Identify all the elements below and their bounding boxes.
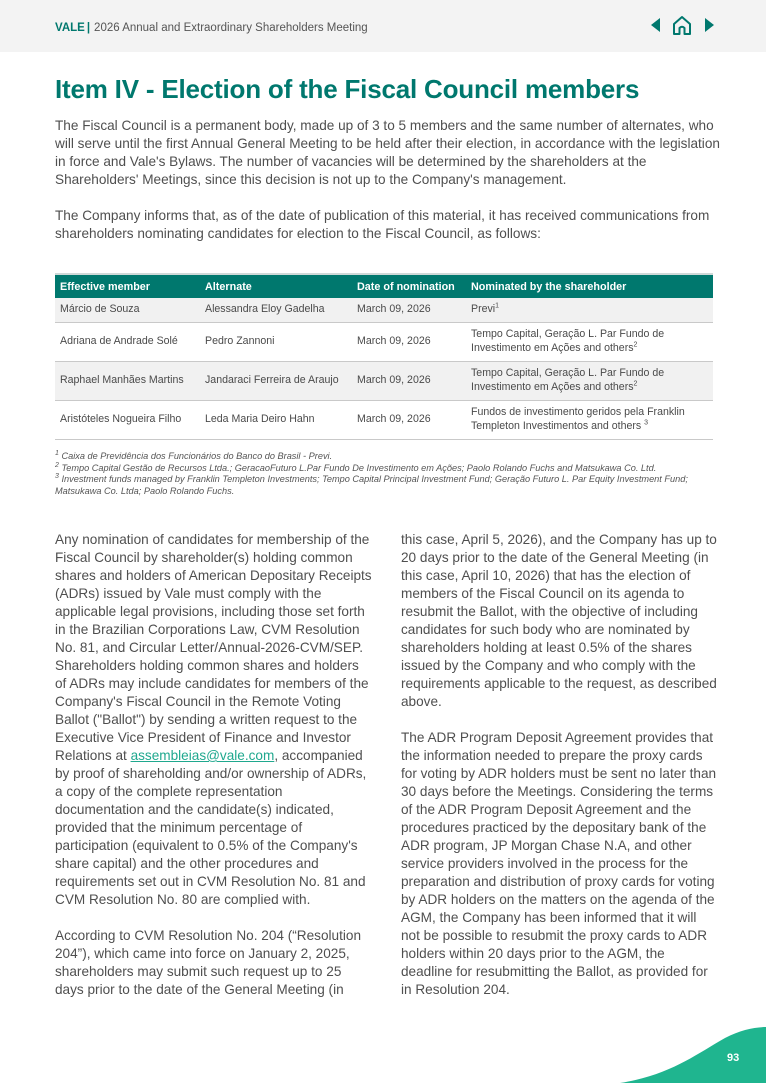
cell-effective-member: Aristóteles Nogueira Filho [55,400,200,439]
next-page-button[interactable] [702,14,716,36]
footnote-ref: 2 [633,340,638,348]
nominations-table [55,273,713,440]
table-row [55,322,713,361]
top-bar [0,0,766,52]
table-row [55,361,713,400]
body-column-right [401,531,719,1017]
brand-name: VALE [55,22,85,34]
document-title: 2026 Annual and Extraordinary Shareholders Meeting [94,22,368,34]
cell-date: March 09, 2026 [352,322,466,361]
footnote-3: $^3$ Investment funds managed by Franklin Templeton Investments; Tempo Capital Principal Investment Fund; Geração Futuro L. Par Equity Investment Fund; Matsukawa Co. Ltda; Paolo Rolando Fuchs. [55,472,688,496]
body-column-left [55,531,373,1017]
header-brand [55,22,368,34]
triangle-left-icon [651,18,660,32]
page-number: 93 [727,1052,740,1064]
cell-alternate: Pedro Zannoni [200,322,352,361]
cell-nominated-by: Previ$^1$ [466,298,713,322]
body-paragraph: The ADR Program Deposit Agreement provides that the information needed to prepare the proxy cards for voting by ADR holders must be sent no later than 30 days before the Meetings. Considering the terms of the ADR Program Deposit Agreement and the procedures practiced by the depositary bank of the ADR program, JP Morgan Chase N.A, and other service providers involved in the process for the preparation and distribution of proxy cards for voting by ADR holders on the matters on the agenda of the AGM, the Company has been informed that it will not be possible to resubmit the proxy cards to ADR holders within 20 days prior to the AGM, the deadline for resubmitting the Ballot, as provided for in Resolution 204. [401,730,717,997]
intro-paragraph-1: The Fiscal Council is a permanent body, made up of 3 to 5 members and the same number of alternates, who will serve until the first Annual General Meeting to be held after their election, in accordance with the legislation in force and Vale's Bylaws. The number of vacancies will be determined by the shareholders at the Shareholders' Meetings, since this decision is not up to the Company's management. [55,118,720,187]
cell-nominated-by: Fundos de investimento geridos pela Franklin Templeton Investimentos and others $^3$ [466,400,713,439]
brand-separator: | [86,22,91,34]
table-row [55,400,713,439]
body-paragraph: this case, April 5, 2026), and the Company has up to 20 days prior to the date of the General Meeting (in this case, April 10, 2026) that has the election of members of the Fiscal Council on its agenda to resubmit the Ballot, with the objective of including candidates for such body who are nominated by shareholders holding at least 0.5% of the shares issued by the Company and who comply with the requirements applicable to the request, as described above. [401,532,717,709]
header-alternate: Alternate [200,274,352,298]
cell-date: March 09, 2026 [352,298,466,322]
body-paragraph: According to CVM Resolution No. 204 (“Resolution 204”), which came into force on January 2, 2025, shareholders may submit such request up to 25 days prior to the date of the General Meeting (in [55,928,362,997]
cell-alternate: Alessandra Eloy Gadelha [200,298,352,322]
footnotes [55,451,720,497]
cell-date: March 09, 2026 [352,361,466,400]
footnote-ref: 1 [495,302,500,310]
page-title: Item IV - Election of the Fiscal Council members [55,74,640,104]
cell-effective-member: Raphael Manhães Martins [55,361,200,400]
triangle-right-icon [705,18,714,32]
header-date-of-nomination: Date of nomination [352,274,466,298]
footnote-ref: 3 [644,418,649,426]
previous-page-button[interactable] [648,14,662,36]
cell-date: March 09, 2026 [352,400,466,439]
header-effective-member: Effective member [55,274,200,298]
table-header-row [55,274,713,298]
cell-alternate: Jandaraci Ferreira de Araujo [200,361,352,400]
header-nominated-by: Nominated by the shareholder [466,274,713,298]
cell-nominated-by: Tempo Capital, Geração L. Par Fundo de Investimento em Ações and others$^2$ [466,361,713,400]
intro-paragraph-2: The Company informs that, as of the date of publication of this material, it has received communications from shareholders nominating candidates for election to the Fiscal Council, as follows: [55,208,710,241]
footer-wave-decoration [600,1020,766,1083]
page-navigation [648,14,716,36]
home-button[interactable] [671,14,693,36]
cell-effective-member: Márcio de Souza [55,298,200,322]
email-link[interactable]: assembleias@vale.com [130,748,275,763]
body-paragraph: Any nomination of candidates for membership of the Fiscal Council by shareholder(s) holding common shares and holders of American Depositary Receipts (ADRs) issued by Vale must comply with the applicable legal provisions, including those set forth in the Brazilian Corporations Law, CVM Resolution No. 81, and Circular Letter/Annual-2026-CVM/SEP. Shareholders holding common shares and holders of ADRs may include candidates for members of the Company's Fiscal Council in the Remote Voting Ballot ("Ballot") by sending a written request to the Executive Vice President of Finance and Investor Relations at assembleias@vale.com, accompanied by proof of shareholding and/or ownership of ADRs, a copy of the complete representation documentation and the candidate(s) indicated, provided that the minimum percentage of participation (equivalent to 0.5% of the Company's share capital) and the other procedures and requirements set out in CVM Resolution No. 81 and CVM Resolution No. 80 are complied with. [55,532,372,907]
table-row [55,298,713,322]
intro-section [55,117,720,261]
cell-alternate: Leda Maria Deiro Hahn [200,400,352,439]
footnote-ref: 2 [633,379,638,387]
footnote-1: $^1$ Caixa de Previdência dos Funcionários do Banco do Brasil - Previ. [55,449,333,461]
footnote-2: $^2$ Tempo Capital Gestão de Recursos Ltda.; GeracaoFuturo L.Par Fundo De Investimento em Ações; Paolo Rolando Fuchs and Matsukawa Co. Ltd. [55,461,657,473]
home-icon [671,14,693,36]
cell-nominated-by: Tempo Capital, Geração L. Par Fundo de Investimento em Ações and others$^2$ [466,322,713,361]
cell-effective-member: Adriana de Andrade Solé [55,322,200,361]
